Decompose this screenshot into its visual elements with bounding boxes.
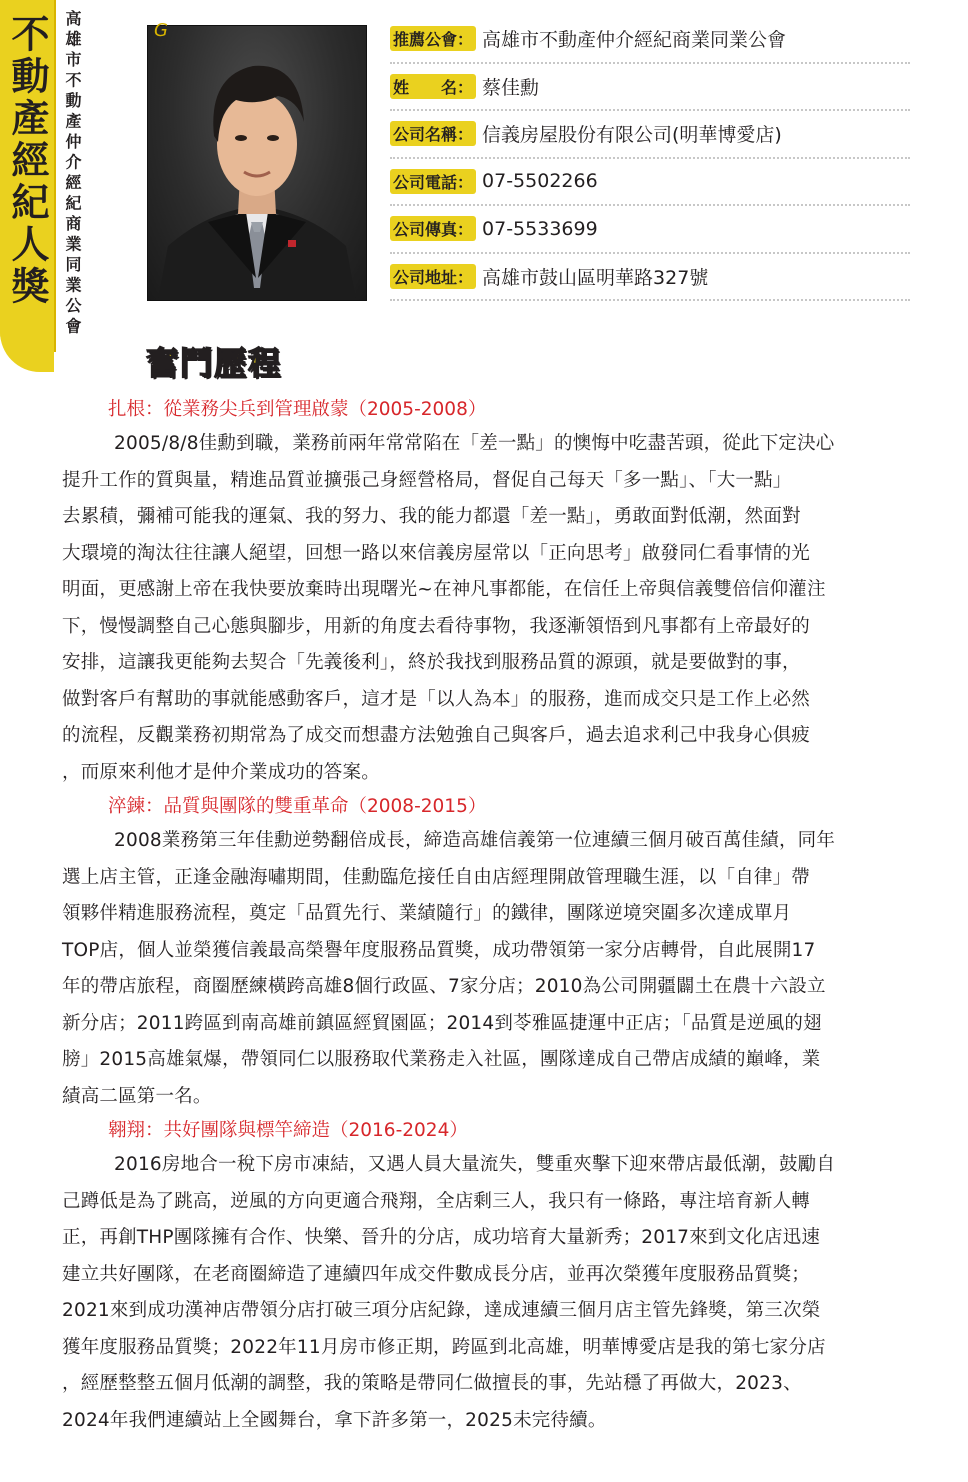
section-heading-tempering: 淬鍊：品質與團隊的雙重革命（2008-2015） — [108, 796, 487, 817]
info-row-address — [390, 254, 910, 302]
paragraph-line: 2016房地合一稅下房市凍結，又遇人員大量流失，雙重夾擊下迎來帶店最低潮，鼓勵自 — [114, 1154, 836, 1175]
profile-info — [390, 16, 910, 301]
info-value: 07-5533699 — [482, 217, 598, 240]
info-row-fax — [390, 206, 910, 254]
paragraph-line: 做對客戶有幫助的事就能感動客戶，這才是「以人為本」的服務，進而成交只是工作上必然 — [62, 688, 811, 710]
story-content — [62, 394, 914, 1439]
paragraph-line: 2005/8/8佳勳到職，業務前兩年常常陷在「差一點」的懊悔中吃盡苦頭，從此下定決心 — [114, 433, 835, 454]
section-title: 奮鬥歷程 — [146, 344, 283, 382]
info-label: 公司地址： — [390, 264, 476, 289]
info-value: 信義房屋股份有限公司(明華博愛店) — [482, 124, 782, 147]
info-row-company — [390, 111, 910, 159]
paragraph-line: 選上店主管，正逢金融海嘯期間，佳勳臨危接任自由店經理開啟管理職生涯，以「自律」帶 — [62, 866, 811, 888]
paragraph-line: 去累積，彌補可能我的運氣、我的努力、我的能力都還「差一點」，勇敢面對低潮，然面對 — [62, 506, 801, 527]
info-value: 蔡佳勳 — [482, 76, 540, 99]
paragraph-line: 2024年我們連續站上全國舞台，拿下許多第一，2025未完待續。 — [62, 1409, 607, 1431]
photo-mark-icon: G — [154, 20, 168, 41]
paragraph-line: ，而原來利他才是仲介業成功的答案。 — [62, 761, 380, 783]
info-value: 高雄市不動產仲介經紀商業同業公會 — [482, 29, 787, 52]
association-name: 高雄市不動產仲介經紀商業同業公會 — [63, 10, 82, 338]
paragraph-line: 下，慢慢調整自己心態與腳步，用新的角度去看待事物，我逐漸領悟到凡事都有上帝最好的 — [62, 615, 811, 637]
paragraph-line: TOP店，個人並榮獲信義最高榮譽年度服務品質獎，成功帶領第一家分店轉骨，自此展開17 — [62, 939, 816, 961]
paragraph-line: 明面，更感謝上帝在我快要放棄時出現曙光~在神凡事都能，在信任上帝與信義雙倍信仰灌注 — [62, 579, 826, 600]
paragraph-line: 獲年度服務品質獎；2022年11月房市修正期，跨區到北高雄，明華博愛店是我的第七家分店 — [62, 1336, 826, 1358]
paragraph-line: 大環境的淘汰往往讓人絕望，回想一路以來信義房屋常以「正向思考」啟發同仁看事情的光 — [62, 542, 811, 564]
info-label: 公司名稱： — [390, 121, 476, 146]
paragraph-line: 己蹲低是為了跳高，逆風的方向更適合飛翔，全店剩三人，我只有一條路，專注培育新人轉 — [62, 1190, 811, 1212]
paragraph-line: ，經歷整整五個月低潮的調整，我的策略是帶同仁做擅長的事，先站穩了再做大，2023、 — [62, 1373, 802, 1394]
portrait-figure — [148, 26, 366, 300]
info-value: 高雄市鼓山區明華路327號 — [482, 266, 709, 289]
award-title: 不動產經紀人獎 — [5, 14, 49, 308]
paragraph-line: 新分店；2011跨區到南高雄前鎮區經貿園區；2014到苓雅區捷運中正店；「品質是逆風的翅 — [62, 1012, 822, 1034]
info-label: 姓 名： — [390, 74, 476, 99]
paragraph-line: 年的帶店旅程，商圈歷練橫跨高雄8個行政區、7家分店；2010為公司開疆闢土在農十六設立 — [62, 976, 826, 997]
info-value: 07-5502266 — [482, 170, 598, 193]
info-row-association — [390, 16, 910, 64]
paragraph-line: 2021來到成功漢神店帶領分店打破三項分店紀錄，達成連續三個月店主管先鋒獎，第三次榮 — [62, 1300, 821, 1321]
paragraph-line: 安排，這讓我更能夠去契合「先義後利」，終於我找到服務品質的源頭，就是要做對的事， — [62, 652, 801, 673]
paragraph-line: 提升工作的質與量，精進品質並擴張己身經營格局，督促自己每天「多一點」、「大一點」 — [62, 469, 792, 491]
paragraph-line: 建立共好團隊，在老商圈締造了連續四年成交件數成長分店，並再次榮獲年度服務品質獎； — [62, 1263, 811, 1285]
paragraph-line: 的流程，反觀業務初期常為了成交而想盡方法勉強自己與客戶，過去追求利己中我身心俱疲 — [62, 725, 811, 746]
paragraph-line: 2008業務第三年佳勳逆勢翻倍成長，締造高雄信義第一位連續三個月破百萬佳績，同年 — [114, 830, 836, 851]
info-row-name — [390, 64, 910, 112]
paragraph-line: 領夥伴精進服務流程，奠定「品質先行、業績隨行」的鐵律，團隊逆境突圍多次達成單月 — [62, 903, 792, 924]
portrait-photo — [147, 25, 367, 301]
info-label: 公司傳真： — [390, 216, 476, 241]
info-row-phone — [390, 159, 910, 207]
section-heading-rooting: 扎根：從業務尖兵到管理啟蒙（2005-2008） — [108, 399, 487, 420]
paragraph-line: 正，再創THP團隊擁有合作、快樂、晉升的分店，成功培育大量新秀；2017來到文化店迅速 — [62, 1227, 821, 1248]
paragraph-line: 績高二區第一名。 — [62, 1085, 212, 1107]
section-heading-soaring: 翱翔：共好團隊與標竿締造（2016-2024） — [108, 1120, 468, 1141]
paragraph-line: 膀」2015高雄氣爆，帶領同仁以服務取代業務走入社區，團隊達成自己帶店成績的巔峰，業 — [62, 1049, 821, 1070]
info-label: 推薦公會： — [390, 26, 476, 51]
info-label: 公司電話： — [390, 169, 476, 194]
